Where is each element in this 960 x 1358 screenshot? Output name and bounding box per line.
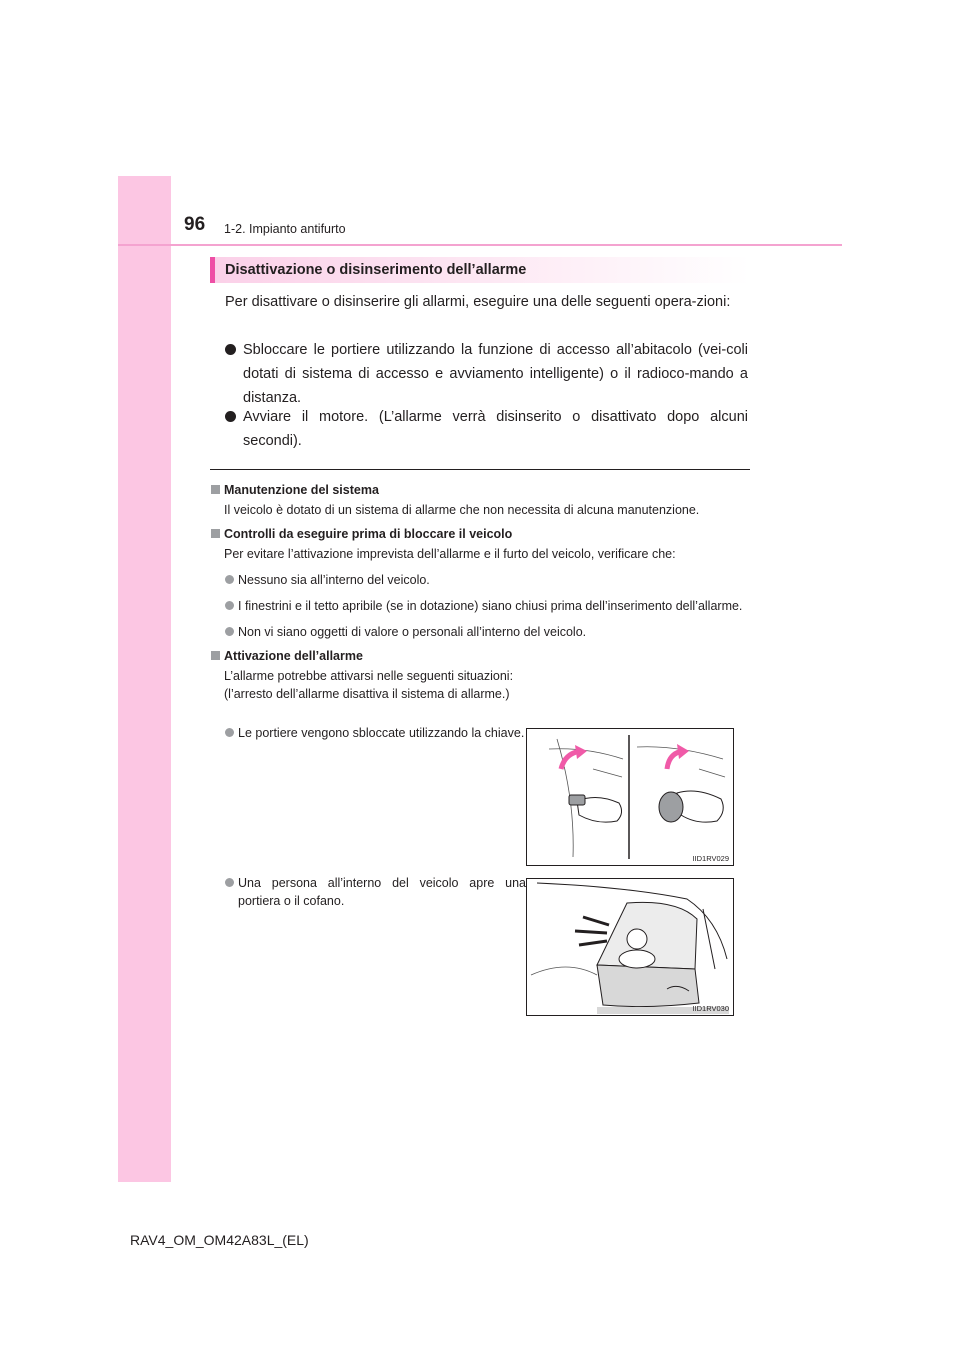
bullet-text: Avviare il motore. (L’allarme verrà disinserito o disattivato dopo alcuni secondi). xyxy=(243,409,748,449)
note-bullet: Una persona all’interno del veicolo apre una portiera o il cofano. xyxy=(224,874,526,910)
note-heading: Controlli da eseguire prima di bloccare il veicolo xyxy=(210,525,750,543)
figure-person-door xyxy=(526,878,734,1016)
bullet-item xyxy=(225,405,748,453)
car-door-illustration xyxy=(527,879,733,1015)
note-bullet: Le portiere vengono sbloccate utilizzando la chiave. xyxy=(224,724,526,742)
chapter-title: 1-2. Impianto antifurto xyxy=(224,222,346,236)
door-key-illustration xyxy=(527,729,733,865)
note-text: Il veicolo è dotato di un sistema di allarme che non necessita di alcuna manutenzione. xyxy=(224,503,700,517)
section-heading xyxy=(210,257,750,283)
page-number: 96 xyxy=(184,214,206,235)
section-intro: Per disattivare o disinserire gli allarmi, eseguire una delle seguenti opera-zioni: xyxy=(225,294,731,310)
bullet-item xyxy=(225,338,748,410)
figure-code: IID1RV029 xyxy=(692,854,729,863)
section-divider xyxy=(210,469,750,470)
header-rule xyxy=(118,244,842,246)
bullet-icon xyxy=(225,411,236,422)
section-accent-bar xyxy=(210,257,215,283)
section-title: Disattivazione o disinserimento dell’allarme xyxy=(225,262,527,278)
document-code: RAV4_OM_OM42A83L_(EL) xyxy=(130,1232,309,1248)
note-text: L’allarme potrebbe attivarsi nelle seguenti situazioni: xyxy=(224,669,514,683)
note-text: (l’arresto dell’allarme disattiva il sistema di allarme.) xyxy=(224,687,510,701)
chapter-sidebar xyxy=(118,176,171,1182)
figure-key-unlock xyxy=(526,728,734,866)
note-text: Per evitare l’attivazione imprevista dell’allarme e il furto del veicolo, verificare che: xyxy=(224,547,676,561)
bullet-icon xyxy=(225,344,236,355)
note-heading: Attivazione dell’allarme xyxy=(210,647,750,665)
figure-code: IID1RV030 xyxy=(692,1004,729,1013)
note-bullet: Non vi siano oggetti di valore o personali all’interno del veicolo. xyxy=(210,623,750,641)
note-heading: Manutenzione del sistema xyxy=(210,481,750,499)
bullet-text: Sbloccare le portiere utilizzando la funzione di accesso all’abitacolo (vei-coli dotati di sistema di accesso e avviamento intelligente) o il radioco-mando a distanza. xyxy=(243,342,748,406)
note-bullet: Nessuno sia all’interno del veicolo. xyxy=(210,571,750,589)
note-bullet: I finestrini e il tetto apribile (se in dotazione) siano chiusi prima dell’inserimento dell’allarme. xyxy=(210,597,750,615)
notes-block xyxy=(210,481,750,703)
